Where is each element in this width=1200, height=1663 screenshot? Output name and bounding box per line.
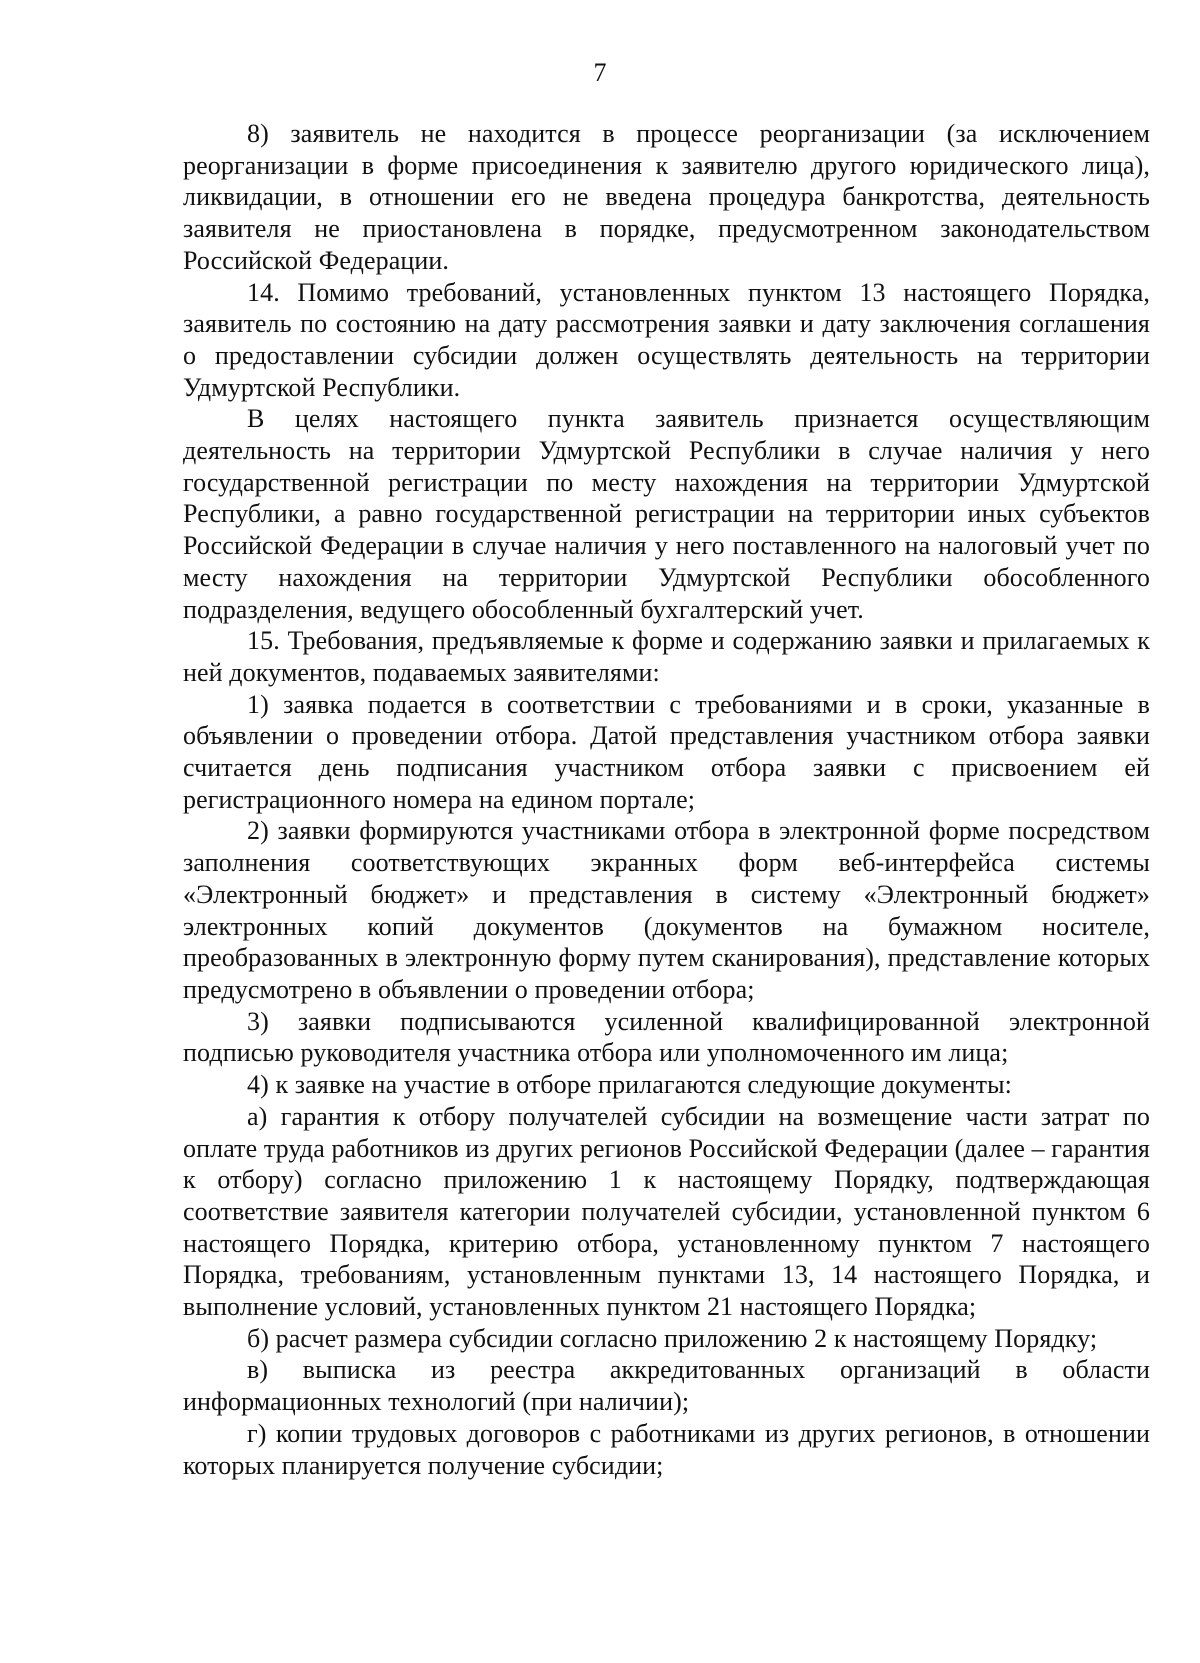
- document-body: [183, 118, 1150, 1481]
- paragraph-clause-15: 15. Требования, предъявляемые к форме и содержанию заявки и прилагаемых к ней документов, подаваемых заявителями:: [183, 626, 1150, 687]
- paragraph-subitem-v: в) выписка из реестра аккредитованных организаций в области информационных технологий (при наличии);: [183, 1355, 1150, 1417]
- paragraph-clause-14-definition: В целях настоящего пункта заявитель признается осуществляющим деятельность на территории Удмуртской Республики в случае наличия у него государственной регистрации по месту нахождения на территории Удмуртской Республики, а равно государственной регистрации на территории иных субъектов Российской Федерации в случае наличия у него поставленного на налоговый учет по месту нахождения на территории Удмуртской Республики обособленного подразделения, ведущего обособленный бухгалтерский учет.: [183, 404, 1150, 624]
- paragraph-subitem-a: а) гарантия к отбору получателей субсидии на возмещение части затрат по оплате труда работников из других регионов Российской Федерации (далее – гарантия к отбору) согласно приложению 1 к настоящему Порядку, подтверждающая соответствие заявителя категории получателей субсидии, установленной пунктом 6 настоящего Порядка, критерию отбора, установленному пунктом 7 настоящего Порядка, требованиям, установленным пунктами 13, 14 настоящего Порядка, и выполнение условий, установленных пунктом 21 настоящего Порядка;: [183, 1101, 1150, 1322]
- paragraph-item-8: 8) заявитель не находится в процессе реорганизации (за исключением реорганизации в форме присоединения к заявителю другого юридического лица), ликвидации, в отношении его не введена процедура банкротства, деятельность заявителя не приостановлена в порядке, предусмотренном законодательством Российской Федерации.: [183, 119, 1150, 275]
- paragraph-item-4: 4) к заявке на участие в отборе прилагаются следующие документы:: [247, 1070, 1013, 1100]
- paragraph-item-3: 3) заявки подписываются усиленной квалифицированной электронной подписью руководителя участника отбора или уполномоченного им лица;: [183, 1006, 1150, 1068]
- paragraph-clause-14: 14. Помимо требований, установленных пунктом 13 настоящего Порядка, заявитель по состоянию на дату рассмотрения заявки и дату заключения соглашения о предоставлении субсидии должен осуществлять деятельность на территории Удмуртской Республики.: [183, 277, 1150, 402]
- paragraph-item-2: 2) заявки формируются участниками отбора в электронной форме посредством заполнения соответствующих экранных форм веб-интерфейса системы «Электронный бюджет» и представления в систему «Электронный бюджет» электронных копий документов (документов на бумажном носителе, преобразованных в электронную форму путем сканирования), представление которых предусмотрено в объявлении о проведении отбора;: [183, 816, 1150, 1004]
- paragraph-subitem-g: г) копии трудовых договоров с работниками из других регионов, в отношении которых планируется получение субсидии;: [183, 1418, 1150, 1480]
- page-number: 7: [593, 58, 607, 87]
- paragraph-item-1: 1) заявка подается в соответствии с требованиями и в сроки, указанные в объявлении о проведении отбора. Датой представления участником отбора заявки считается день подписания участником отбора заявки с присвоением ей регистрационного номера на едином портале;: [183, 689, 1150, 814]
- paragraph-subitem-b: б) расчет размера субсидии согласно приложению 2 к настоящему Порядку;: [247, 1323, 1098, 1353]
